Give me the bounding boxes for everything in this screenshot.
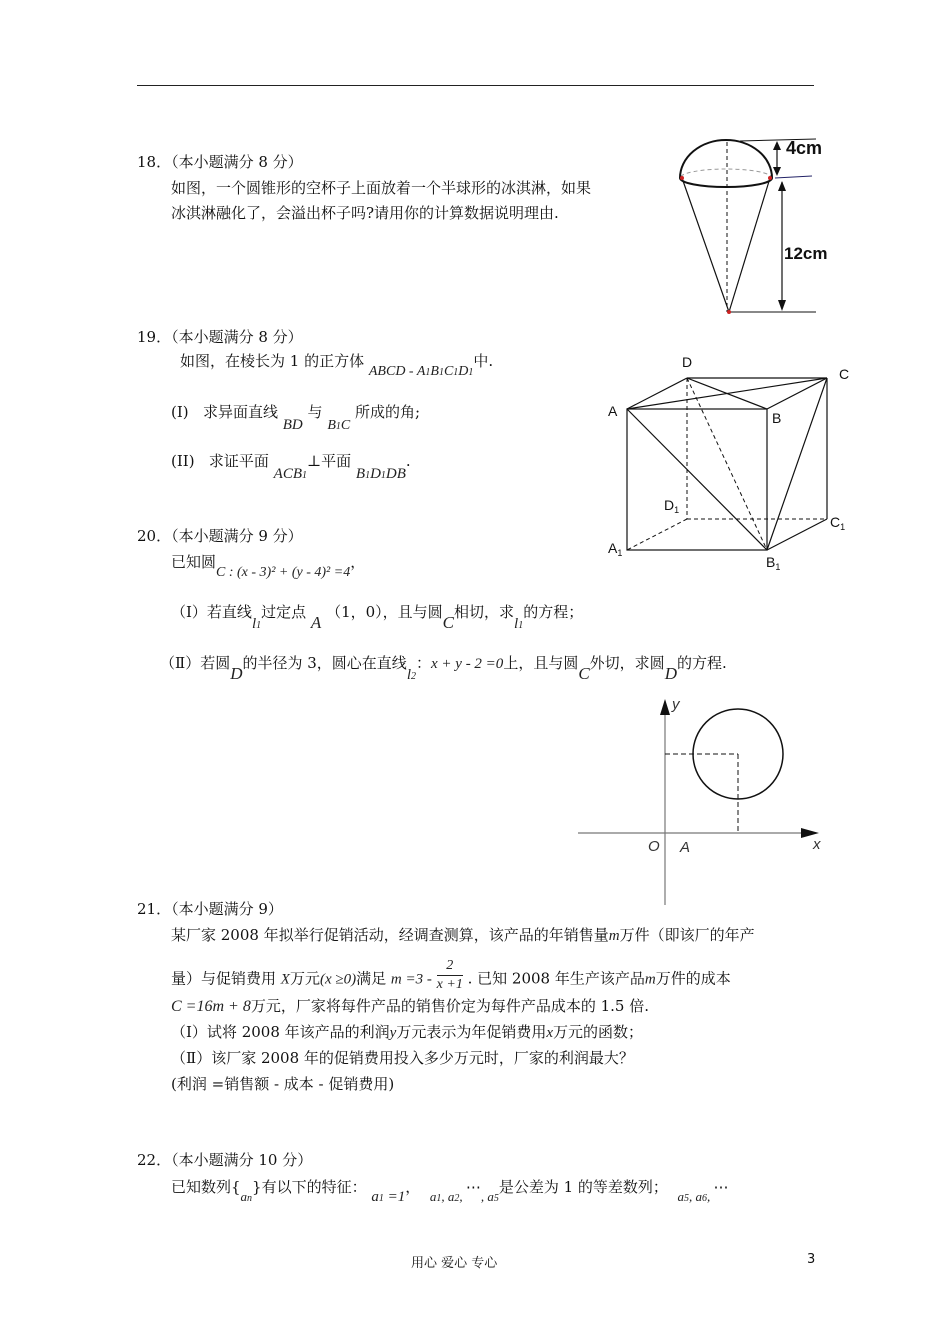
q22-header: 22．（本小题满分 10 分）	[137, 1151, 313, 1169]
radius-label: 4cm	[786, 138, 823, 158]
q19-part2: (II) 求证平面 ACB1⊥平面 B1D1DB.	[171, 452, 411, 482]
vertex-B: B	[772, 410, 782, 426]
vertex-C1: $C_1$	[830, 514, 846, 532]
vertex-D: D	[682, 354, 693, 370]
q21-line6: (利润 =销售额 - 成本 - 促销费用)	[171, 1075, 395, 1093]
vertex-A1: $A_1$	[608, 540, 623, 558]
q19-part1: (I) 求异面直线 BD 与 B1C 所成的角;	[171, 403, 421, 433]
origin-label: O	[648, 838, 660, 855]
circle-axes-figure	[575, 695, 840, 915]
footer-slogan: 用心 爱心 专心	[411, 1256, 498, 1271]
fraction: $\frac{2}{x +1}$	[436, 958, 463, 992]
cone-icecream-figure	[670, 130, 830, 320]
header-rule	[137, 85, 814, 86]
q19-header: 19．（本小题满分 8 分）	[137, 328, 303, 346]
q18-line1: 如图，一个圆锥形的空杯子上面放着一个半球形的冰淇淋，如果	[171, 179, 592, 197]
page-number: 3	[807, 1252, 816, 1267]
q19-intro: 如图，在棱长为 1 的正方体 ABCD - A1B1C1D1中.	[180, 352, 494, 379]
q20-part1: （Ⅰ）若直线l1过定点 A （1，0），且与圆C相切，求l1的方程；	[171, 603, 584, 632]
q21-line1: 某厂家 2008 年拟举行促销活动，经调查测算，该产品的年销售量m万件（即该厂的年产	[171, 926, 755, 944]
q20-header: 20．（本小题满分 9 分）	[137, 527, 303, 545]
q21-line4: （Ⅰ）试将 2008 年该产品的利润y万元表示为年促销费用x万元的函数；	[171, 1023, 644, 1041]
axis-y-label: y	[672, 696, 680, 713]
vertex-C: C	[839, 366, 850, 382]
height-label: 12cm	[784, 244, 828, 263]
vertex-B1: $B_1$	[766, 554, 781, 572]
point-A-label: A	[680, 839, 691, 856]
q21-header: 21．（本小题满分 9）	[137, 900, 283, 918]
q20-given: 已知圆C : (x - 3)² + (y - 4)² =4，	[171, 553, 366, 580]
q21-line3: C =16m + 8万元，厂家将每件产品的销售价定为每件产品成本的 1.5 倍.	[171, 997, 649, 1015]
q22-line1: 已知数列{an}有以下的特征： a1 =1， a1, a2, ⋯, a5是公差为 1 的等差数列； a5, a6, ⋯	[171, 1178, 729, 1205]
vertex-D1: $D_1$	[664, 497, 680, 515]
q20-part2: （Ⅱ）若圆D的半径为 3，圆心在直线l2：x + y - 2 =0上，且与圆C外切，求圆D的方程.	[160, 654, 727, 683]
cube-figure	[600, 345, 860, 575]
q18-header: 18．（本小题满分 8 分）	[137, 153, 303, 171]
vertex-A: A	[608, 403, 618, 419]
q18-line2: 冰淇淋融化了，会溢出杯子吗?请用你的计算数据说明理由.	[171, 204, 559, 222]
q21-line2: 量）与促销费用 X万元(x ≥0)满足 m =3 - $\frac{2}{x +1}$ . 已知 2008 年生产该产品m万件的成本	[171, 958, 731, 992]
axis-x-label: x	[813, 836, 821, 853]
q21-line5: （Ⅱ）该厂家 2008 年的促销费用投入多少万元时，厂家的利润最大？	[171, 1049, 634, 1067]
